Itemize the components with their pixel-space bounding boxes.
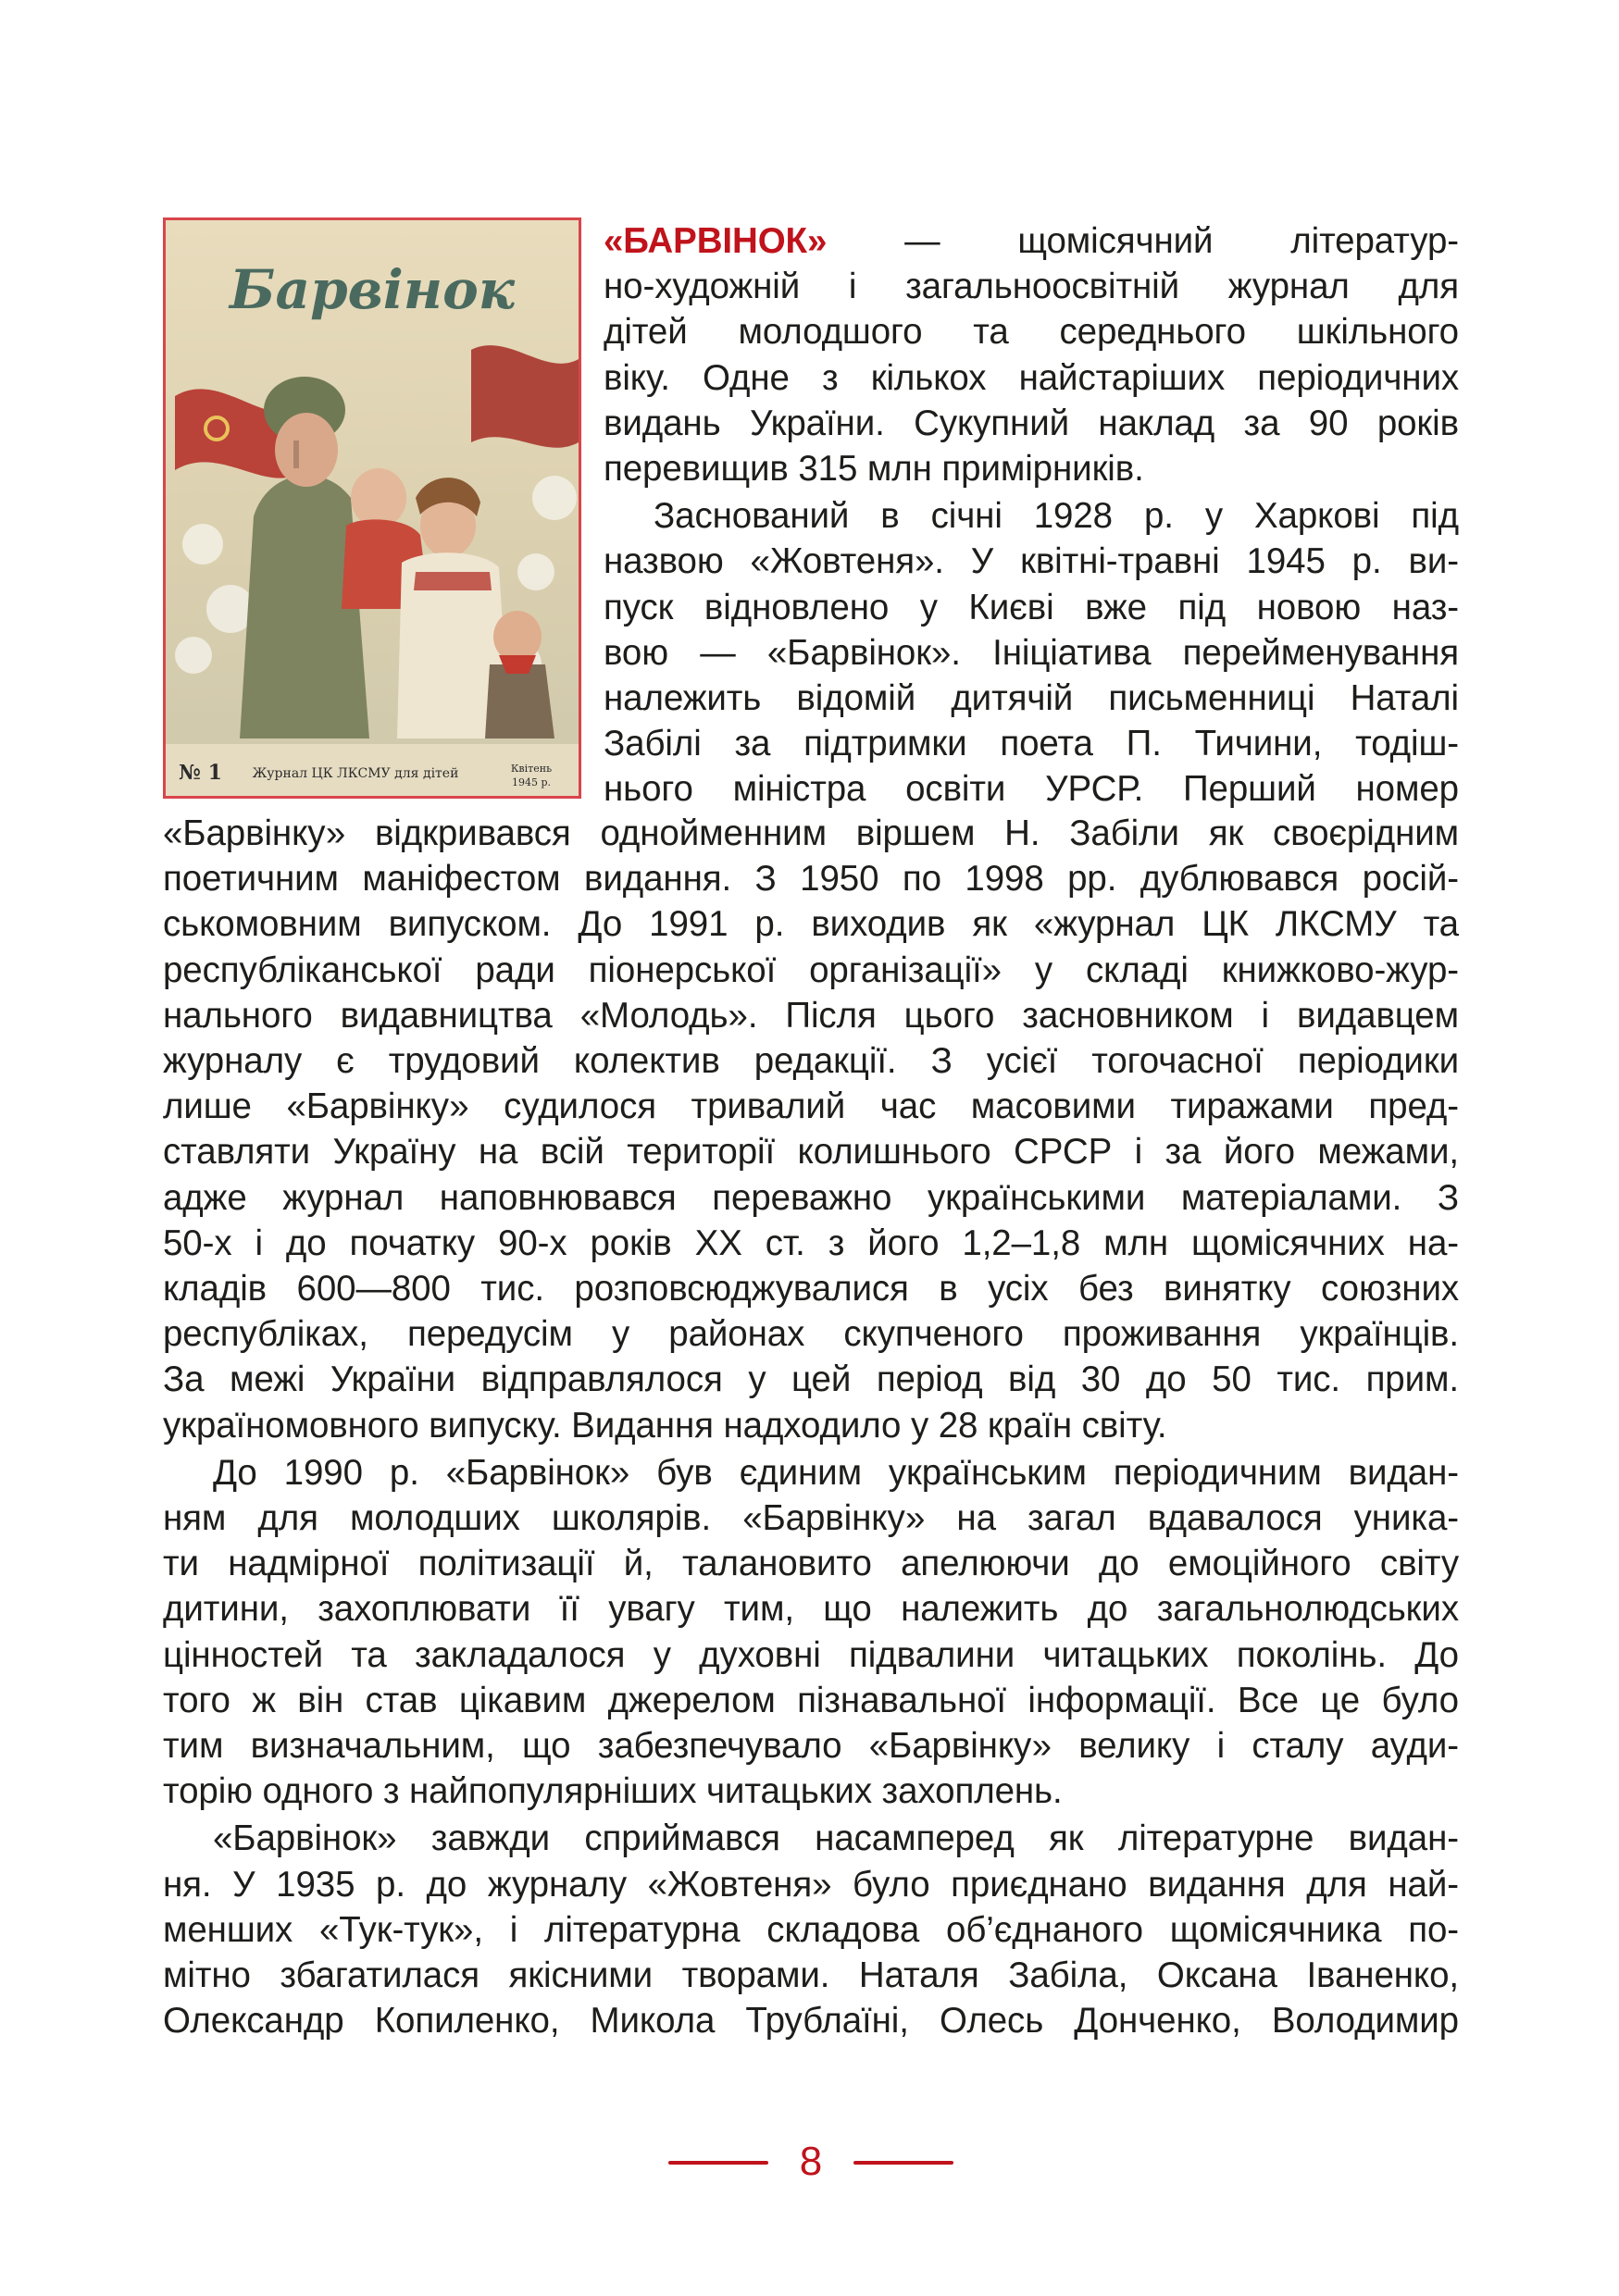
article-line: того ж він став цікавим джерелом пізнавальної інформації. Все це було [163, 1680, 1459, 1720]
article-line: кладів 600—800 тис. розповсюджувалися в усіх без винятку союзних [163, 1269, 1459, 1309]
article-line: но-художній і загальноосвітній журнал для [604, 267, 1459, 307]
article-line-1 [604, 218, 1459, 264]
article-line: Заснований в січні 1928 р. у Харкові під [654, 496, 1459, 537]
article-line: До 1990 р. «Барвінок» був єдиним українським періодичним видан- [213, 1452, 1459, 1493]
article-line: адже журнал наповнювався переважно українськими матеріалами. З [163, 1177, 1459, 1218]
article-line: мітно збагатилася якісними творами. Наталя Забіла, Оксана Іваненко, [163, 1955, 1459, 1996]
article-line: віку. Одне з кількох найстаріших періодичних [604, 357, 1459, 398]
article-line: перевищив 315 млн примірників. [604, 449, 1144, 490]
article-line: ня. У 1935 р. до журналу «Жовтеня» було приєднано видання для най- [163, 1864, 1459, 1905]
article-line: видань України. Сукупний наклад за 90 років [604, 403, 1459, 443]
cover-date-month: Квітень [510, 763, 553, 775]
article-line: «Барвінку» відкривався однойменним віршем Н. Забіли як своєрідним [163, 813, 1459, 853]
cover-subtitle: Журнал ЦК ЛКСМУ для дітей [252, 766, 459, 781]
footer-rule-right [853, 2161, 953, 2165]
article-wrapped-block [604, 218, 1459, 813]
article-line: лише «Барвінку» судилося тривалий час масовими тиражами пред- [163, 1086, 1459, 1127]
article-line: 50-х і до початку 90-х років ХХ ст. з його 1,2–1,8 млн щомісячних на- [163, 1222, 1459, 1263]
article-line: тим визначальним, що забезпечувало «Барвінку» велику і сталу ауди- [163, 1726, 1459, 1767]
footer-rule-left [668, 2161, 768, 2165]
article-line: дітей молодшого та середнього шкільного [604, 312, 1459, 353]
article-line: належить відомій дитячій письменниці Наталі [604, 678, 1459, 719]
article-full-block [163, 811, 1459, 2043]
article-line: журналу є трудовий колектив редакції. З усієї тогочасної періодики [163, 1041, 1459, 1082]
cover-illustration [166, 220, 579, 796]
article-line: ти надмірної політизації й, талановито апелюючи до емоційного світу [163, 1544, 1459, 1584]
article-line: Олександр Копиленко, Микола Трублаїні, Олесь Донченко, Володимир [163, 2001, 1459, 2042]
cover-title: Барвінок [229, 258, 516, 321]
article-line: нального видавництва «Молодь». Після цього засновником і видавцем [163, 995, 1459, 1036]
article-line: республіканської ради піонерської організації» у складі книжково-жур- [163, 949, 1459, 990]
article-line: «Барвінок» завжди сприймався насамперед як літературне видан- [213, 1818, 1459, 1859]
article-line: республіках, передусім у районах скупченого проживання українців. [163, 1314, 1459, 1355]
article-line: вою — «Барвінок». Ініціатива перейменування [604, 632, 1459, 673]
article-line: Забілі за підтримки поета П. Тичини, тодіш- [604, 724, 1459, 764]
article-line: пуск відновлено у Києві вже під новою наз- [604, 587, 1459, 627]
article-line: ставляти Україну на всій території колишнього СРСР і за його межами, [163, 1132, 1459, 1173]
page-number: 8 [799, 2139, 823, 2184]
article-line: україномовного випуску. Видання надходило у 28 країн світу. [163, 1405, 1167, 1446]
article-line: цінностей та закладалося у духовні підвалини читацьких поколінь. До [163, 1634, 1459, 1675]
article-line: дитини, захоплювати її увагу тим, що належить до загальнолюдських [163, 1589, 1459, 1630]
cover-issue-number: № 1 [179, 761, 222, 785]
article-line: ськомовним випуском. До 1991 р. виходив як «журнал ЦК ЛКСМУ та [163, 904, 1459, 945]
article-heading: «БАРВІНОК» [604, 221, 828, 261]
article-line-text: — щомісячний літератур- [827, 221, 1459, 261]
article-line: ням для молодших школярів. «Барвінку» на загал вдавалося уника- [163, 1498, 1459, 1539]
article-line: нього міністра освіти УРСР. Перший номер [604, 769, 1459, 810]
article-line: торію одного з найпопулярніших читацьких захоплень. [163, 1771, 1063, 1812]
article-line: поетичним маніфестом видання. З 1950 по 1998 рр. дублювався росій- [163, 859, 1459, 900]
cover-date-year: 1945 р. [511, 776, 552, 788]
article-line: назвою «Жовтеня». У квітні-травні 1945 р. ви- [604, 541, 1459, 582]
article-line: менших «Тук-тук», і літературна складова об’єднаного щомісячника по- [163, 1909, 1459, 1950]
page-footer [0, 2134, 1619, 2190]
magazine-cover-image [163, 217, 581, 799]
article-line: За межі України відправлялося у цей період від 30 до 50 тис. прим. [163, 1359, 1459, 1400]
